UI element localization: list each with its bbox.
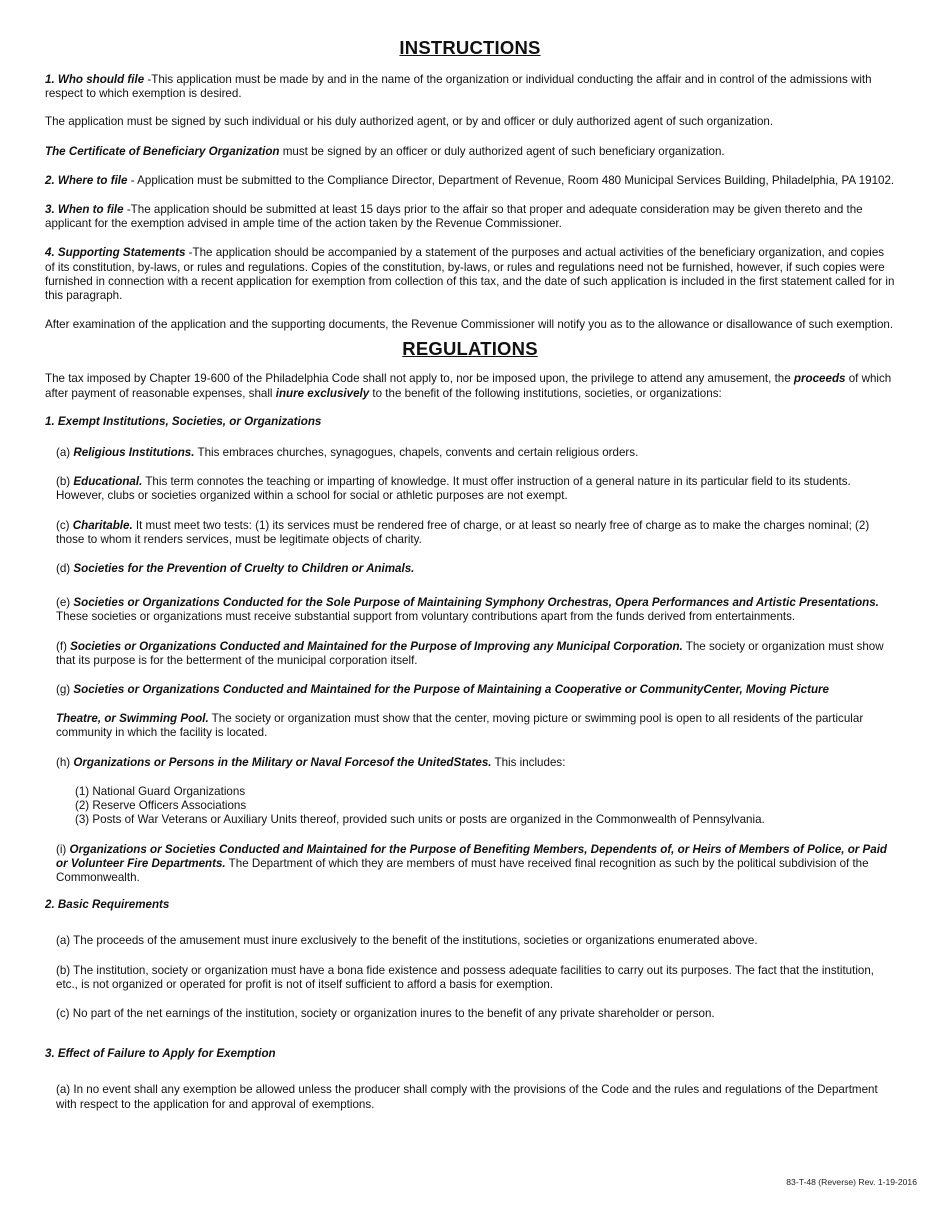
who-should-file-paragraph: [45, 73, 895, 101]
item-i-label: Organizations or Societies Conducted and Maintained for the Purpose of Benefiting Members, Dependents of, or Heirs of Members of Police, or Paid or Volunteer Fire Departments.: [56, 842, 888, 870]
failure-to-apply-a: (a) In no event shall any exemption be allowed unless the producer shall comply with the provisions of the Code and the rules and regulations of the Department with respect to the application for and approval of exemptions.: [56, 1083, 878, 1111]
when-to-file-label: 3. When to file: [45, 203, 124, 217]
regulations-intro: [45, 372, 895, 400]
when-to-file-text: -The application should be submitted at least 15 days prior to the affair so that proper and adequate consideration may be given thereto and the applicant for the exemption advised in ample time of the action taken by the Revenue Commissioner.: [45, 203, 863, 231]
signature-paragraph: The application must be signed by such individual or his duly authorized agent, or by and officer or duly authorized agent of such organization.: [45, 115, 774, 129]
item-a-text: This embraces churches, synagogues, chapels, convents and certain religious orders.: [194, 446, 639, 460]
item-e-label: Societies or Organizations Conducted for the Sole Purpose of Maintaining Symphony Orchestras, Opera Performances and Artistic Presentations.: [73, 596, 879, 610]
section-2-heading: [45, 898, 895, 912]
supporting-statements-text: -The application should be accompanied by a statement of the purposes and actual activities of the beneficiary organization, and copies of its constitution, by-laws, or rules and regulations. Copies of the constitution, by-laws, or rules and regulations need not be furnished, however, if such copies were furnished in connection with a recent application for exemption from collection of this tax, and the date of such application is included in the first statement called for in this paragraph.: [45, 246, 895, 303]
item-h-text: This includes:: [491, 755, 566, 769]
item-f-prefix: (f): [56, 639, 71, 653]
item-h-military: [45, 756, 895, 770]
item-d-prefix: (d): [56, 562, 74, 576]
item-c-prefix: (c): [56, 518, 73, 532]
item-e-text: These societies or organizations must receive substantial support from voluntary contributions apart from the funds derived from entertainments.: [56, 610, 796, 624]
item-e-prefix: (e): [56, 596, 74, 610]
item-c-label: Charitable.: [72, 518, 133, 532]
certificate-paragraph: [45, 145, 895, 159]
item-c-charitable: [45, 519, 895, 547]
item-e-arts: [45, 596, 895, 624]
section-3-heading: [45, 1047, 895, 1061]
requirement-a: (a) The proceeds of the amusement must inure exclusively to the benefit of the institutions, societies or organizations enumerated above.: [56, 934, 758, 948]
item-g-text: The society or organization must show that the center, moving picture or swimming pool is open to all residents of the particular community in which the facility is located.: [56, 712, 864, 740]
regulations-intro-text-2: of which after payment of reasonable expenses, shall: [45, 372, 892, 400]
regulations-intro-text-1: The tax imposed by Chapter 19-600 of the Philadelphia Code shall not apply to, nor be imposed upon, the privilege to attend any amusement, the: [45, 372, 794, 386]
instructions-heading: INSTRUCTIONS: [399, 37, 541, 58]
item-i-prefix: (i): [56, 842, 70, 856]
section-1-heading-text: 1. Exempt Institutions, Societies, or Organizations: [45, 414, 322, 428]
regulations-heading: REGULATIONS: [402, 338, 538, 360]
certificate-text: must be signed by an officer or duly authorized agent of such beneficiary organization.: [279, 144, 725, 158]
item-g-community-body: [45, 712, 895, 740]
section-3-heading-text: 3. Effect of Failure to Apply for Exemption: [45, 1047, 276, 1061]
list-item: (1) National Guard Organizations: [75, 784, 246, 798]
where-to-file-paragraph: [45, 174, 895, 188]
after-examination-paragraph: After examination of the application and the supporting documents, the Revenue Commissioner will notify you as to the allowance or disallowance of such exemption.: [45, 318, 894, 332]
section-2-heading-text: 2. Basic Requirements: [45, 898, 170, 912]
item-b-prefix: (b): [56, 475, 74, 489]
list-item: (2) Reserve Officers Associations: [75, 799, 247, 813]
item-f-label: Societies or Organizations Conducted and Maintained for the Purpose of Improving any Municipal Corporation.: [70, 639, 683, 653]
item-g-label-continued: Theatre, or Swimming Pool.: [56, 712, 209, 726]
item-g-community-heading: [45, 683, 895, 697]
regulations-intro-text-3: to the benefit of the following institutions, societies, or organizations:: [369, 386, 722, 400]
who-should-file-label: 1. Who should file: [45, 73, 145, 86]
where-to-file-text: - Application must be submitted to the Compliance Director, Department of Revenue, Room 480 Municipal Services Building, Philadelphia, PA 19102.: [127, 173, 895, 187]
item-a-religious: [45, 446, 895, 460]
when-to-file-paragraph: [45, 203, 895, 231]
military-organizations-list: [45, 785, 895, 828]
section-1-heading: [45, 415, 895, 429]
item-b-text: This term connotes the teaching or imparting of knowledge. It must offer instruction of a general nature in its particular field to its students. However, clubs or societies organized within a school for social or athletic purposes are not exempt.: [56, 475, 851, 503]
who-should-file-text: -This application must be made by and in the name of the organization or individual conducting the affair and in control of the admissions with respect to which exemption is desired.: [45, 73, 872, 101]
item-d-cruelty-prevention: [45, 562, 895, 576]
inure-exclusively-emphasis: inure exclusively: [275, 386, 370, 400]
item-i-police-fire: [45, 843, 895, 886]
supporting-statements-paragraph: [45, 246, 895, 303]
item-g-prefix: (g): [56, 683, 74, 697]
form-revision-footer: 83-T-48 (Reverse) Rev. 1-19-2016: [786, 1177, 917, 1187]
item-f-text: The society or organization must show that its purpose is for the betterment of the municipal corporation itself.: [56, 639, 884, 667]
item-h-label: Organizations or Persons in the Military or Naval Forcesof the UnitedStates.: [73, 755, 492, 769]
proceeds-emphasis: proceeds: [793, 372, 846, 386]
item-g-label: Societies or Organizations Conducted and Maintained for the Purpose of Maintaining a Cooperative or CommunityCenter, Moving Picture: [73, 683, 830, 697]
item-a-label: Religious Institutions.: [73, 446, 195, 460]
item-a-prefix: (a): [56, 446, 74, 460]
item-c-text: It must meet two tests: (1) its services must be rendered free of charge, or at least so nearly free of charge as to make the charges nominal; (2) those to whom it renders services, must be legitimate objects of charity.: [56, 518, 870, 546]
requirement-c: (c) No part of the net earnings of the institution, society or organization inures to the benefit of any private shareholder or person.: [56, 1006, 715, 1020]
where-to-file-label: 2. Where to file: [45, 173, 128, 187]
item-d-label: Societies for the Prevention of Cruelty to Children or Animals.: [73, 562, 415, 576]
item-b-educational: [45, 475, 895, 503]
list-item: (3) Posts of War Veterans or Auxiliary Units thereof, provided such units or posts are organized in the Commonwealth of Pennsylvania.: [75, 813, 765, 827]
requirement-b: (b) The institution, society or organization must have a bona fide existence and possess adequate facilities to carry out its purposes. The fact that the institution, etc., is not organized or operated for profit is not of itself sufficient to afford a basis for exemption.: [56, 963, 875, 991]
item-i-text: The Department of which they are members of must have received final recognition as such by the political subdivision of the Commonwealth.: [56, 856, 869, 884]
item-f-municipal: [45, 640, 895, 668]
certificate-label: The Certificate of Beneficiary Organization: [45, 144, 280, 158]
item-h-prefix: (h): [56, 755, 74, 769]
document-page: [45, 36, 895, 1112]
supporting-statements-label: 4. Supporting Statements: [45, 246, 186, 260]
item-b-label: Educational.: [73, 475, 143, 489]
